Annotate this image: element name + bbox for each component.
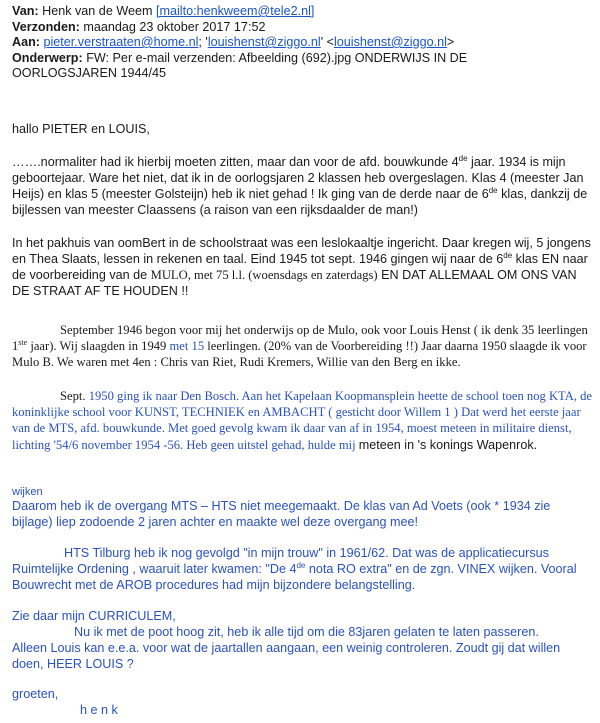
to-link-pieter[interactable]: pieter.verstraaten@home.nl — [43, 35, 199, 49]
stray-word: wijken — [12, 486, 43, 498]
sent-label: Verzonden: — [12, 19, 80, 34]
p2-sup: de — [503, 250, 513, 260]
p1-text-a: …….normaliter had ik hierbij moeten zitten, maar dan voor de afd. bouwkunde 4 — [12, 155, 459, 169]
p2-text-c: EN DAT ALLEMAAL OM ONS VAN DE STRAAT AF TE HOUDEN !! — [12, 268, 577, 298]
p3-text-b: jaar). Wij slaagden in 1949 — [27, 339, 170, 354]
p1-sup: de — [458, 153, 468, 163]
paragraph-5: Daarom heb ik de overgang MTS – HTS niet meegemaakt. De klas van Ad Voets (ook * 1934 zie bijlage) liep zodoende 2 jaren achter en maakte wel deze overgang mee! — [12, 499, 551, 529]
subject-line-2: OORLOGSJAREN 1944/45 — [12, 66, 166, 80]
p6-text-b: nota RO extra" en de zgn. VINEX wijken. Vooral Bouwrecht met de AROB procedures had mijn bijzondere belangstelling. — [12, 562, 577, 592]
p1-text-c: klas, dankzij de bijlessen van meester Claassens (a raison van een rijksdaalder de man!) — [12, 187, 588, 217]
p3-text-c: leerlingen. (20% van de Voorbereiding !!) Jaar daarna 1950 slaagde ik voor Mulo B. We waren met 4en : Chris van Riet, Rudi Kremers, Willie van den Berg en ikke. — [12, 339, 587, 370]
header-from — [12, 4, 592, 20]
p1-text-b: jaar. 1934 is mijn geboortejaar. Ware het niet, dat ik in de oorlogsjaren 2 klassen heb overgeslagen. Klas 4 (meester Jan Heijs) en klas 5 (meester Golsteijn) heb ik niet gehad ! Ik ging van de derde naar de 6 — [12, 155, 584, 201]
greeting: hallo PIETER en LOUIS, — [12, 122, 150, 136]
p1-sup-2: de — [488, 185, 498, 195]
p2-text-b: klas EN naar de voorbereiding van de — [12, 252, 588, 282]
p7-line-3: Alleen Louis kan e.e.a. voor wat de jaartallen aangaan, een weinig controleren. Zoudt gij dat willen doen, HEER LOUIS ? — [12, 641, 561, 671]
p7-line-1: Zie daar mijn CURRICULEM, — [12, 609, 176, 623]
subject-label: Onderwerp: — [12, 50, 83, 65]
p4-text-c: meteen in 's konings Wapenrok. — [358, 437, 538, 452]
closing: groeten, — [12, 687, 59, 701]
p4-text-a: Sept. — [60, 389, 89, 403]
paragraph-2 — [12, 235, 592, 299]
from-mail-link[interactable]: [mailto:henkweem@tele2.nl] — [155, 4, 315, 18]
paragraph-3 — [12, 322, 592, 371]
p2-text-a: In het pakhuis van oomBert in de schoolstraat was een leslokaaltje ingericht. Daar kregen wij, 5 jongens en Thea Slaats, lessen in rekenen en taal. Eind 1945 tot sept. 1946 gingen wij naar de 6 — [12, 236, 591, 266]
paragraph-7 — [12, 608, 592, 672]
p4-text-b: 1950 ging ik naar Den Bosch. Aan het Kapelaan Koopmansplein heette de school toen nog KTA, de koninklijke school voor KUNST, TECHNIEK en AMBACHT ( gesticht door Willem 1 ) Dat werd het eerste jaar van de MTS, afd. bouwkunde. Met goed gevolg kwam ik daar van af in 1954, moest meteen in militaire dienst, lichting '54/6 november 1954 -56. Heb geen uitstel gehad, hulde mij — [12, 389, 593, 452]
p6-sup: de — [296, 560, 306, 570]
paragraph-4 — [12, 388, 592, 453]
to-end: > — [446, 35, 455, 49]
paragraph-1 — [12, 154, 592, 218]
from-name: Henk van de Weem — [42, 4, 153, 18]
p3-met: met 15 — [169, 339, 205, 354]
p2-mulo: MULO, met 75 l.l. (woensdags en zaterdags) — [150, 268, 378, 282]
p6-text-a: HTS Tilburg heb ik nog gevolgd "in mijn trouw" in 1961/62. Dat was de applicatiecursus Ruimtelijke Ordening , waaruit later kwamen: "De 4 — [12, 546, 549, 576]
p3-text-a: September 1946 begon voor mij het onderwijs op de Mulo, ook voor Louis Henst ( ik denk 35 leerlingen 1 — [12, 323, 588, 354]
p3-sup: ste — [18, 338, 28, 348]
p7-line-2: Nu ik met de poot hoog zit, heb ik alle tijd om die 83jaren gelaten te laten passeren. — [74, 625, 539, 639]
from-label: Van: — [12, 4, 39, 18]
to-separator-2: ' < — [320, 35, 334, 49]
to-link-louis-2[interactable]: louishenst@ziggo.nl — [333, 35, 447, 49]
subject-line-1: FW: Per e-mail verzenden: Afbeelding (692).jpg ONDERWIJS IN DE — [86, 50, 468, 65]
email-header — [12, 4, 592, 82]
header-subject — [12, 51, 592, 82]
signature: h e n k — [80, 703, 118, 717]
sent-value: maandag 23 oktober 2017 17:52 — [83, 19, 266, 34]
paragraph-6 — [12, 545, 592, 593]
header-to — [12, 35, 592, 51]
header-sent — [12, 20, 592, 36]
to-link-louis[interactable]: louishenst@ziggo.nl — [207, 35, 321, 49]
to-separator-1: ; ' — [198, 35, 208, 49]
to-label: Aan: — [12, 35, 40, 49]
